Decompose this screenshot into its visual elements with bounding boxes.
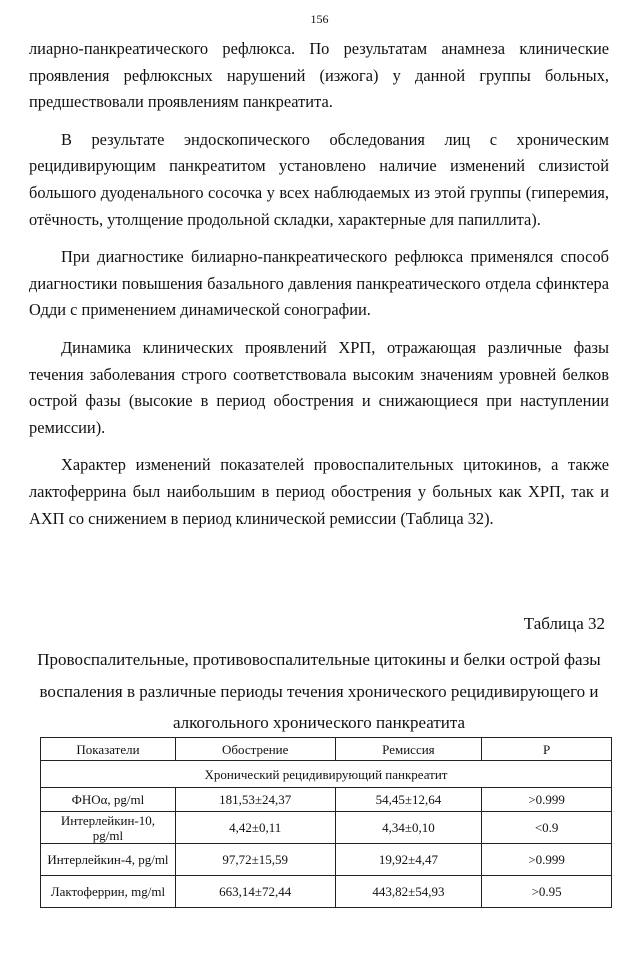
- row-p: <0.9: [482, 812, 612, 844]
- row-remission: 19,92±4,47: [335, 844, 482, 876]
- row-remission: 4,34±0,10: [335, 812, 482, 844]
- table-row: [41, 844, 612, 876]
- header-indicator: Показатели: [41, 738, 176, 761]
- row-indicator: Интерлейкин-10, pg/ml: [41, 812, 176, 844]
- row-exacerbation: 181,53±24,37: [175, 788, 335, 812]
- row-remission: 54,45±12,64: [335, 788, 482, 812]
- row-p: >0.999: [482, 788, 612, 812]
- header-p: P: [482, 738, 612, 761]
- header-exacerbation: Обострение: [175, 738, 335, 761]
- paragraph-continuation: лиарно-панкреатического рефлюкса. По результатам анамнеза клинические проявления рефлюксных нарушений (изжога) у данной группы больных, предшествовали проявлениям панкреатита.: [29, 39, 609, 112]
- table-row: [41, 812, 612, 844]
- row-indicator: ФНОα, pg/ml: [41, 788, 176, 812]
- body-text: [29, 36, 609, 543]
- row-exacerbation: 663,14±72,44: [175, 876, 335, 908]
- row-remission: 443,82±54,93: [335, 876, 482, 908]
- row-p: >0.95: [482, 876, 612, 908]
- table-row: [41, 788, 612, 812]
- table-header-row: [41, 738, 612, 761]
- table-group-row: [41, 761, 612, 788]
- page-number: 156: [310, 12, 329, 26]
- table-row: [41, 876, 612, 908]
- row-indicator: Лактоферрин, mg/ml: [41, 876, 176, 908]
- row-exacerbation: 4,42±0,11: [175, 812, 335, 844]
- row-p: >0.999: [482, 844, 612, 876]
- group-title: Хронический рецидивирующий панкреатит: [41, 761, 612, 788]
- table-caption: Провоспалительные, противовоспалительные цитокины и белки острой фазы воспаления в различные периоды течения хронического рецидивирующего и алкогольного хронического панкреатита: [37, 650, 601, 732]
- paragraph-endoscopy: В результате эндоскопического обследования лиц с хроническим рецидивирующим панкреатитом установлено наличие изменений слизистой большого дуоденального сосочка у всех наблюдаемых из этой группы (гиперемия, отёчность, утолщение продольной складки, характерные для папиллита).: [29, 129, 609, 229]
- row-indicator: Интерлейкин-4, pg/ml: [41, 844, 176, 876]
- paragraph-diagnostics: При диагностике билиарно-панкреатического рефлюкса применялся способ диагностики повышения базального давления панкреатического отдела сфинктера Одди с применением динамической сонографии.: [29, 247, 609, 320]
- paragraph-dynamics: Динамика клинических проявлений ХРП, отражающая различные фазы течения заболевания строго соответствовала высоким значениям уровней белков острой фазы (высокие в период обострения и снижающиеся при наступлении ремиссии).: [29, 337, 609, 437]
- row-exacerbation: 97,72±15,59: [175, 844, 335, 876]
- header-remission: Ремиссия: [335, 738, 482, 761]
- table-label: Таблица 32: [523, 614, 605, 633]
- cytokine-table: [40, 737, 612, 908]
- paragraph-cytokines: Характер изменений показателей провоспалительных цитокинов, а также лактоферрина был наибольшим в период обострения у больных как ХРП, так и АХП со снижением в период клинической ремиссии (Таблица 32).: [29, 455, 609, 528]
